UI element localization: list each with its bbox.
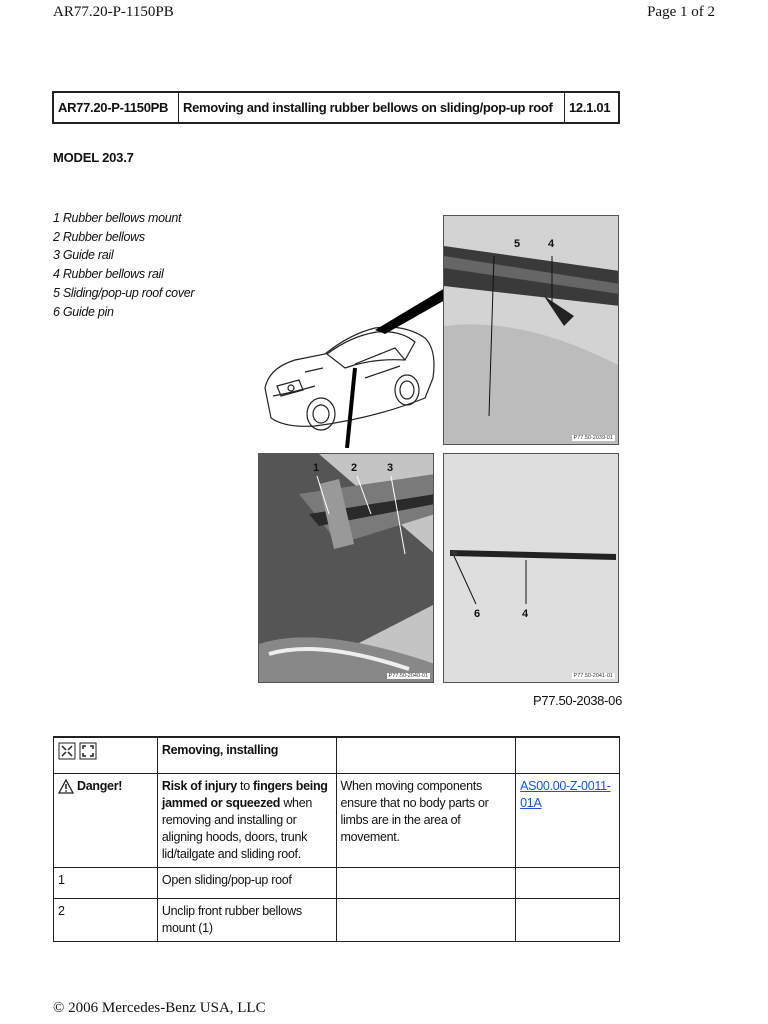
legend-item: 5 Sliding/pop-up roof cover xyxy=(53,285,195,300)
removing-installing-icon xyxy=(58,742,98,760)
table-row xyxy=(54,737,620,773)
callout-3: 3 xyxy=(387,462,394,474)
rail-photo-drawing xyxy=(444,454,619,683)
danger-text: Risk of injury to fingers being jammed or squeezed when removing and installing or aligning hoods, doors, trunk lid/tailgate and sliding roof. xyxy=(157,773,336,867)
roof-photo-drawing xyxy=(444,216,619,445)
document-title-table xyxy=(52,91,620,124)
image-reference: P77.50-2041-01 xyxy=(573,673,613,679)
document-date: 12.1.01 xyxy=(569,100,611,115)
legend-item: 2 Rubber bellows xyxy=(53,229,145,244)
step-text: Open sliding/pop-up roof xyxy=(157,867,336,898)
parts-legend xyxy=(53,209,194,321)
legend-item: 1 Rubber bellows mount xyxy=(53,211,182,225)
table-row xyxy=(54,867,620,898)
bellows-rail-photo xyxy=(443,453,619,683)
callout-2: 2 xyxy=(351,462,358,474)
callout-4: 4 xyxy=(522,608,529,620)
callout-4: 4 xyxy=(548,238,555,250)
page-number: Page 1 of 2 xyxy=(647,4,715,20)
step-number: 2 xyxy=(54,898,158,941)
table-row xyxy=(54,898,620,941)
figure-reference: P77.50-2038-06 xyxy=(532,693,622,708)
step-number: 1 xyxy=(54,867,158,898)
danger-note: When moving components ensure that no body parts or limbs are in the area of movement. xyxy=(336,773,516,867)
callout-1: 1 xyxy=(313,462,320,474)
image-reference: P77.50-2040-01 xyxy=(388,673,428,679)
document-title: Removing and installing rubber bellows on sliding/pop-up roof xyxy=(179,93,565,122)
model-label: MODEL 203.7 xyxy=(53,150,134,165)
warning-triangle-icon xyxy=(58,779,74,794)
page-header-doc-id: AR77.20-P-1150PB xyxy=(53,4,174,20)
car-illustration xyxy=(255,268,445,448)
step-text: Unclip front rubber bellows mount (1) xyxy=(157,898,336,941)
mount-photo-drawing xyxy=(259,454,434,683)
bellows-mount-photo xyxy=(258,453,434,683)
image-reference: P77.50-2039-01 xyxy=(573,435,613,441)
title-doc-id: AR77.20-P-1150PB xyxy=(54,93,179,122)
callout-6: 6 xyxy=(474,608,481,620)
callout-5: 5 xyxy=(514,238,521,250)
legend-item: 4 Rubber bellows rail xyxy=(53,267,164,282)
table-row xyxy=(54,773,620,867)
legend-item: 6 Guide pin xyxy=(53,304,114,319)
header-label: Removing, installing xyxy=(157,737,336,773)
procedure-table xyxy=(53,736,620,942)
danger-label: Danger! xyxy=(77,778,123,793)
roof-cover-photo xyxy=(443,215,619,445)
legend-item: 3 Guide rail xyxy=(53,248,114,263)
safety-document-link[interactable]: AS00.00-Z-0011-01A xyxy=(520,778,611,810)
copyright-footer: © 2006 Mercedes-Benz USA, LLC xyxy=(53,1000,266,1016)
technical-figure xyxy=(255,213,625,685)
